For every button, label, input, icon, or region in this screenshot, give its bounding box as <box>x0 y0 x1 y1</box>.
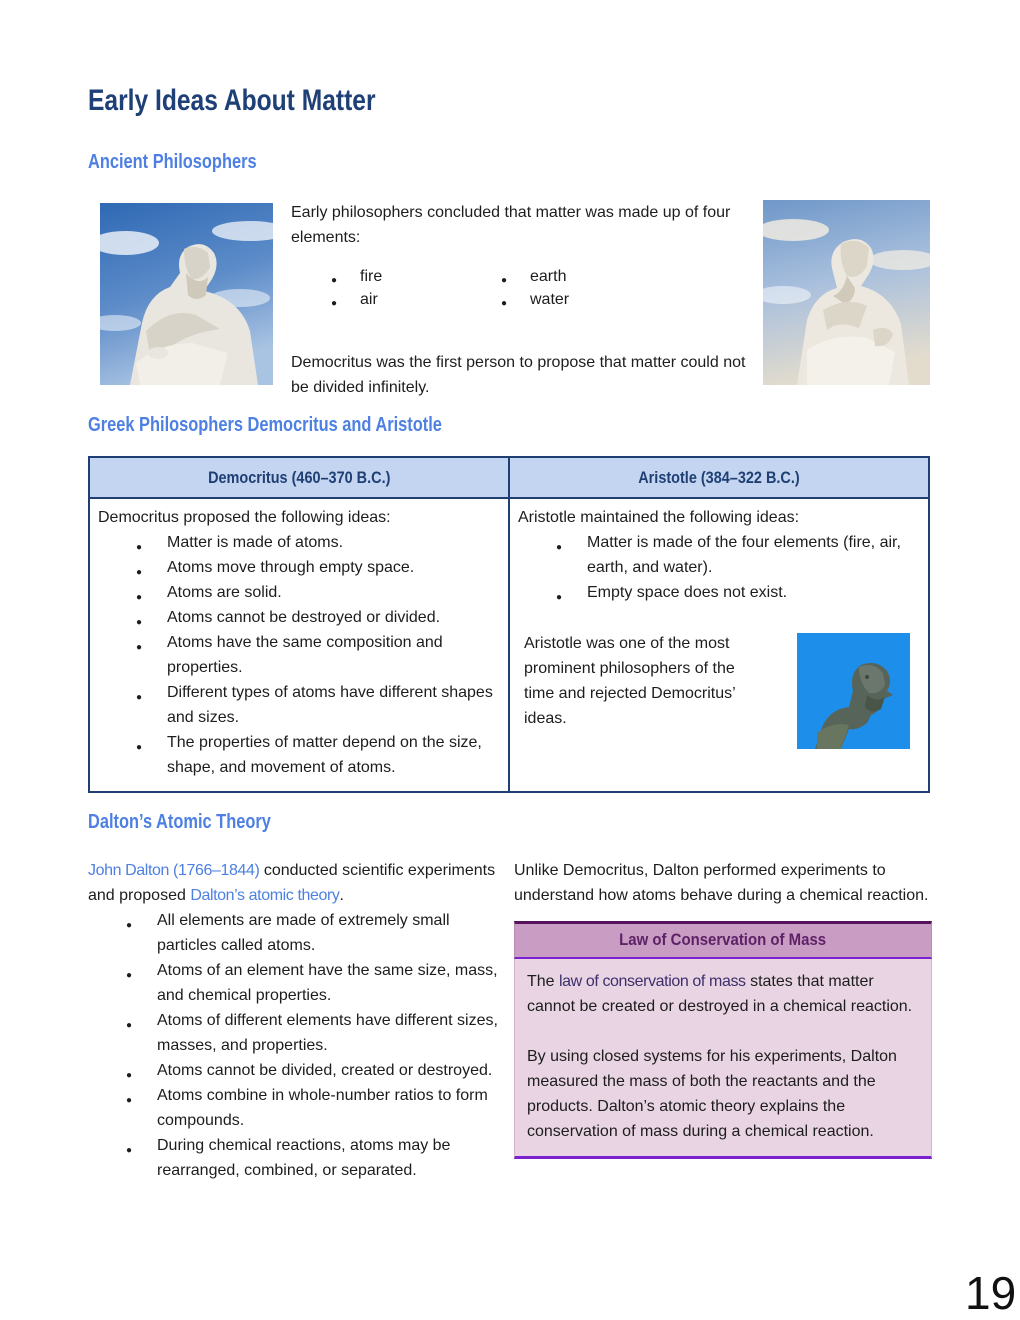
aristotle-note: Aristotle was one of the most prominent philosophers of the time and rejected Democritus’ ideas. <box>524 635 736 727</box>
law-paragraph-1 <box>527 969 919 1019</box>
democritus-note: Democritus was the first person to propose that matter could not be divided infinitely. <box>291 354 746 396</box>
law-box-header: Law of Conservation of Mass <box>514 921 932 959</box>
democritus-intro: Democritus proposed the following ideas: <box>98 509 391 526</box>
plato-statue-image <box>100 203 273 385</box>
dalton-theory-list <box>88 908 510 1183</box>
list-item: ● Matter is made of the four elements (fire, air, earth, and water). <box>518 530 920 580</box>
section-heading-dalton: Dalton’s Atomic Theory <box>88 811 271 833</box>
element-item: ● earth <box>501 265 569 288</box>
list-item: ● The properties of matter depend on the size, shape, and movement of atoms. <box>98 730 500 780</box>
dalton-intro <box>88 858 510 908</box>
socrates-statue-image <box>763 200 930 385</box>
paragraph-gap <box>527 1019 919 1044</box>
john-dalton-name: John Dalton (1766–1844) <box>88 862 260 879</box>
list-item: ● Atoms of an element have the same size, mass, and chemical properties. <box>88 958 510 1008</box>
section-heading-greek-philosophers: Greek Philosophers Democritus and Aristotle <box>88 414 442 436</box>
page-title: Early Ideas About Matter <box>88 84 376 117</box>
four-elements-list <box>291 265 751 311</box>
aristotle-ideas-list <box>518 530 920 605</box>
list-item: ● Atoms of different elements have different sizes, masses, and properties. <box>88 1008 510 1058</box>
law-p1-pre: The <box>527 973 560 990</box>
democritus-aristotle-table <box>88 456 930 793</box>
list-item: ● Atoms combine in whole-number ratios to form compounds. <box>88 1083 510 1133</box>
list-item: ● Matter is made of atoms. <box>98 530 500 555</box>
dalton-right-column <box>514 858 932 1159</box>
dalton-right-intro: Unlike Democritus, Dalton performed experiments to understand how atoms behave during a chemical reaction. <box>514 862 929 904</box>
element-item: ● fire <box>331 265 501 288</box>
element-item: ● air <box>331 288 501 311</box>
list-item: ● Different types of atoms have different shapes and sizes. <box>98 680 500 730</box>
list-item: ● Empty space does not exist. <box>518 580 920 605</box>
list-item: ● During chemical reactions, atoms may be rearranged, combined, or separated. <box>88 1133 510 1183</box>
law-term: law of conservation of mass <box>559 973 746 990</box>
aristotle-extra-block <box>518 631 920 749</box>
list-item: ● Atoms cannot be divided, created or destroyed. <box>88 1058 510 1083</box>
table-header-democritus: Democritus (460–370 B.C.) <box>207 467 391 487</box>
list-item: ● Atoms move through empty space. <box>98 555 500 580</box>
table-body-row <box>90 499 928 791</box>
ancient-philosophers-text <box>291 200 751 400</box>
dalton-intro-mid: conducted scientific experiments and proposed <box>88 862 496 904</box>
table-header-aristotle: Aristotle (384–322 B.C.) <box>508 458 928 497</box>
table-cell-aristotle <box>508 499 928 791</box>
aristotle-bust-image <box>797 633 910 749</box>
law-box-body <box>514 959 932 1159</box>
dalton-theory-term: Dalton’s atomic theory <box>190 887 340 904</box>
list-item: ● Atoms cannot be destroyed or divided. <box>98 605 500 630</box>
law-of-conservation-box <box>514 921 932 1159</box>
aristotle-intro: Aristotle maintained the following ideas: <box>518 509 800 526</box>
dalton-left-column <box>88 858 510 1183</box>
law-p1-post: states that matter cannot be created or destroyed in a chemical reaction. <box>527 973 913 1015</box>
page-number: 19 <box>965 1267 1017 1319</box>
list-item: ● All elements are made of extremely small particles called atoms. <box>88 908 510 958</box>
ancient-intro: Early philosophers concluded that matter was made up of four elements: <box>291 204 731 246</box>
table-header-row <box>90 458 928 499</box>
democritus-ideas-list <box>98 530 500 780</box>
law-paragraph-2: By using closed systems for his experiments, Dalton measured the mass of both the reactants and the products. Dalton’s atomic theory explains the conservation of mass during a chemical reaction. <box>527 1048 897 1140</box>
list-item: ● Atoms have the same composition and properties. <box>98 630 500 680</box>
section-heading-ancient-philosophers: Ancient Philosophers <box>88 151 257 173</box>
table-cell-democritus <box>90 499 508 791</box>
list-item: ● Atoms are solid. <box>98 580 500 605</box>
element-item: ● water <box>501 288 569 311</box>
dalton-intro-end: . <box>339 887 344 904</box>
